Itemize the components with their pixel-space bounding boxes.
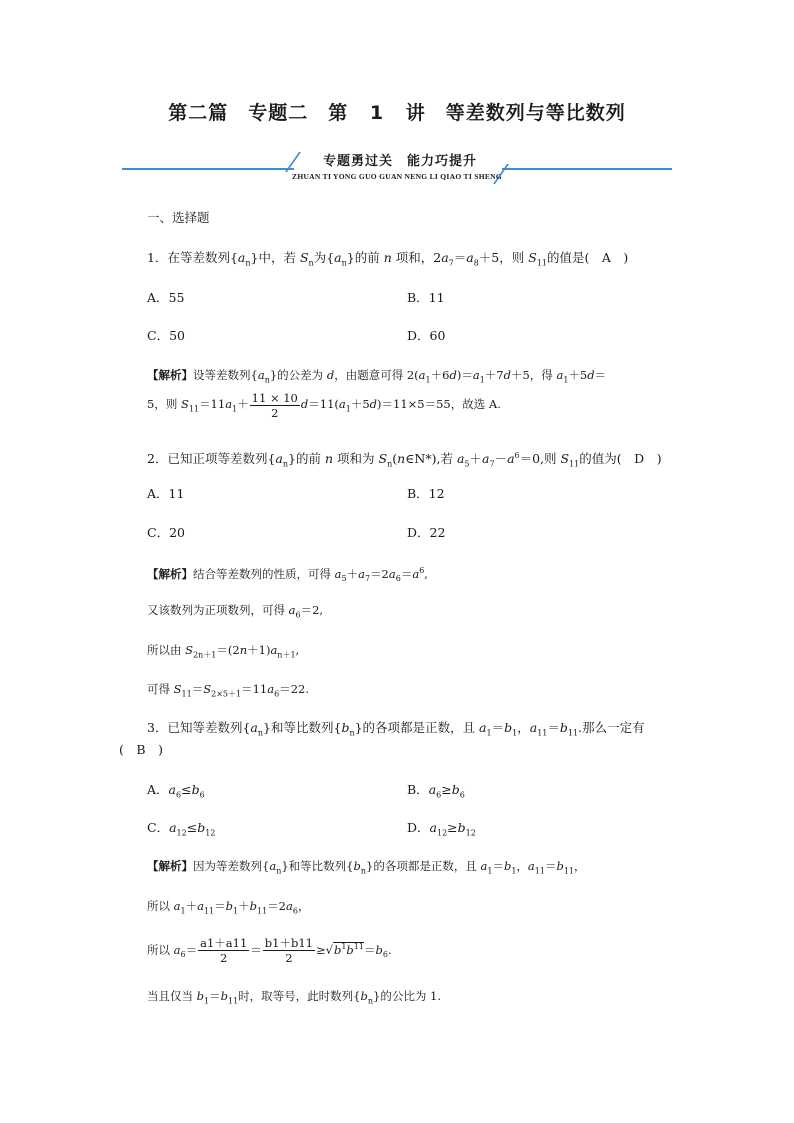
var: d <box>369 397 378 411</box>
question-1-stem <box>147 248 628 274</box>
var: a <box>288 603 296 617</box>
sub: 1 <box>479 375 485 385</box>
sub: 1 <box>233 906 239 916</box>
text: ＋5，则 <box>478 250 529 265</box>
text: }的前 <box>288 451 325 467</box>
sub: 11 <box>257 906 268 916</box>
fraction-numerator: a1＋a11 <box>200 936 248 951</box>
sub: 11 <box>534 866 545 876</box>
text: ≥ <box>315 942 326 957</box>
var: a <box>412 566 420 581</box>
sub: 11 <box>203 906 215 916</box>
text: ＝11 <box>199 397 226 411</box>
sub: 6 <box>382 950 388 960</box>
sub: 1 <box>180 906 186 916</box>
var: a <box>250 720 258 735</box>
sup: 1 <box>341 942 347 951</box>
sub: 11 <box>563 866 575 876</box>
var: a <box>480 859 488 873</box>
var: a <box>237 250 246 265</box>
var: b <box>504 720 513 735</box>
sub: 11 <box>181 689 192 699</box>
var: n <box>239 643 248 657</box>
var: n <box>324 451 334 467</box>
sup: 6 <box>514 451 520 460</box>
sqrt-radicand <box>333 942 364 957</box>
fraction-b <box>263 936 315 965</box>
text: D． <box>407 820 430 835</box>
text: ，由题意可得 2( <box>334 368 419 382</box>
sub: 11 <box>188 404 200 414</box>
q1-option-d: D．60 <box>407 328 446 343</box>
var: a <box>482 451 490 467</box>
var: n <box>397 451 406 467</box>
var: a <box>358 566 365 581</box>
var: a <box>472 368 480 382</box>
q3-analysis-line-4 <box>147 986 441 1011</box>
text: ≥ <box>447 820 458 835</box>
text: }的各项都是正数，且 <box>366 859 481 873</box>
var: b <box>559 720 568 735</box>
fraction-numerator: b1＋b11 <box>264 936 313 951</box>
var: a <box>275 451 283 467</box>
text: ＋ <box>469 451 482 467</box>
var: b <box>191 782 200 797</box>
var: a <box>173 899 181 913</box>
sub: n <box>360 866 367 876</box>
text: ＝ <box>594 368 607 382</box>
var: d <box>300 397 309 411</box>
var: b <box>225 899 234 913</box>
var: a <box>429 820 437 835</box>
var: a <box>269 859 277 873</box>
q2-analysis-line-1: 【解析】结合等差数列的性质，可得 $a_5+a_7=2a_6=a^6$, <box>147 566 428 584</box>
var: d <box>326 368 335 382</box>
sub: 8 <box>473 258 479 268</box>
var: a <box>334 566 342 581</box>
text: ＝ <box>250 942 262 957</box>
text: ＋1) <box>247 643 271 657</box>
text: ＋ <box>346 566 359 581</box>
var: a <box>466 250 474 265</box>
var: b <box>341 720 350 735</box>
text: )＝11×5＝55，故选 A. <box>377 397 501 411</box>
text: 为{ <box>313 250 335 265</box>
banner-right-line <box>502 168 672 170</box>
text: 因为等差数列{ <box>193 859 270 873</box>
question-2-stem <box>147 446 662 475</box>
var: a <box>507 451 515 467</box>
sub: n <box>349 728 355 738</box>
section-heading: 一、选择题 <box>147 210 210 225</box>
sub: n <box>257 728 264 738</box>
sub: 11 <box>536 258 547 268</box>
text: ) <box>644 451 662 467</box>
text: ＝ <box>491 720 505 735</box>
text: ＋ <box>238 899 250 913</box>
sub: 6 <box>292 906 298 916</box>
var: a <box>168 782 176 797</box>
text: }的公比为 1. <box>373 989 441 1003</box>
text: A． <box>147 782 169 797</box>
answer: A <box>601 250 611 265</box>
text: )＝ <box>456 368 473 382</box>
answer: D <box>634 451 645 467</box>
text: ∈N*),若 <box>405 451 457 467</box>
var: a <box>334 250 342 265</box>
sub: 1 <box>487 866 493 876</box>
text: ， <box>574 859 586 873</box>
text: ＝11( <box>308 397 339 411</box>
var: a <box>527 859 535 873</box>
sub: 1 <box>511 866 517 876</box>
var: a <box>529 720 538 735</box>
var: b <box>220 989 228 1003</box>
q2-analysis-line-2 <box>147 600 323 625</box>
text: ＝ <box>544 859 557 873</box>
fraction-denominator: 2 <box>285 951 293 966</box>
var: b <box>353 859 361 873</box>
text: 已知等差数列{ <box>167 720 251 735</box>
sub: 2×5＋1 <box>211 689 242 699</box>
text: ≤ <box>186 820 198 835</box>
var: n <box>383 250 392 265</box>
sub: n＋1 <box>277 650 296 660</box>
q3-option-b <box>407 780 465 806</box>
q3-option-c <box>147 818 215 844</box>
text: ( <box>392 451 398 467</box>
sub: n <box>276 866 282 876</box>
sub: 6 <box>436 790 442 800</box>
analysis-label: 【解析】 <box>147 859 193 873</box>
sub: 6 <box>295 610 301 620</box>
text: 5，则 <box>147 397 181 411</box>
var: S <box>203 682 212 696</box>
text: 设等差数列{ <box>193 368 258 382</box>
var: d <box>587 368 595 382</box>
var: S <box>173 682 182 696</box>
sub: n <box>264 375 270 385</box>
q3-analysis-line-3: 所以 $a_6=$ $\frac{a1+a11}{2}$ ＝ $\frac{b1+b11}{2}$ $\ge√b^1b^{11}=b_6$. <box>147 936 392 966</box>
answer: B <box>136 742 146 757</box>
text: }的前 <box>346 250 384 265</box>
text: ＝ <box>453 250 467 265</box>
var: b <box>457 820 466 835</box>
text: ＝ <box>400 566 413 581</box>
text: ＝2 <box>370 566 389 581</box>
text: ＋5 <box>568 368 588 382</box>
text: ＋5 <box>350 397 370 411</box>
analysis-label: 【解析】 <box>147 566 193 581</box>
banner-left-line <box>122 168 294 170</box>
sub: 1 <box>486 728 492 738</box>
sub: 6 <box>175 790 182 800</box>
var: a <box>257 368 265 382</box>
var: a <box>197 899 204 913</box>
q2-analysis-line-3: 所以由 $S_{2n+1}=(2n+1)a_{n+1}$, <box>147 643 300 660</box>
sub: 7 <box>364 574 371 584</box>
sub: 12 <box>465 828 476 838</box>
question-number: 2． <box>147 451 168 467</box>
q3-option-a <box>147 780 205 806</box>
banner-title: 专题勇过关 能力巧提升 <box>322 154 477 169</box>
banner-pinyin: ZHUAN TI YONG GUO GUAN NENG LI QIAO TI SHENG <box>292 172 502 181</box>
sub: 11 <box>567 728 579 738</box>
var: a <box>479 720 487 735</box>
text: 的值为( <box>579 451 635 467</box>
text: 所以由 <box>147 643 186 657</box>
question-number: 3． <box>147 720 168 735</box>
text: ) <box>610 250 629 265</box>
text: .那么一定有 <box>578 720 645 735</box>
sub: 1 <box>204 996 210 1006</box>
sub: 6 <box>180 950 186 960</box>
sub: n <box>367 996 374 1006</box>
var: a <box>169 820 177 835</box>
q3-option-d <box>407 818 476 844</box>
sub: 5 <box>464 459 470 469</box>
text: ＝ <box>547 720 560 735</box>
var: b <box>196 989 205 1003</box>
var: a <box>428 782 437 797</box>
sub: 6 <box>395 574 401 584</box>
q2-option-a: A．11 <box>147 486 185 501</box>
text: ＋7 <box>484 368 504 382</box>
var: b <box>333 942 342 957</box>
text: ＝ <box>185 942 198 957</box>
var: a <box>556 368 564 382</box>
q1-option-a: A．55 <box>147 290 185 305</box>
q2-option-d: D．22 <box>407 525 446 540</box>
text: }的公差为 <box>269 368 327 382</box>
var: d <box>449 368 457 382</box>
sub: 11 <box>228 996 239 1006</box>
text: }的各项都是正数，且 <box>354 720 480 735</box>
text: ＝ <box>492 859 504 873</box>
var: a <box>267 682 275 696</box>
var: b <box>375 942 383 957</box>
sup: 6 <box>419 566 425 575</box>
text: 结合等差数列的性质，可得 <box>193 566 335 581</box>
text: ＋5，得 <box>510 368 557 382</box>
text: ， <box>517 720 530 735</box>
sub: 1 <box>512 728 518 738</box>
text: 项和，2 <box>391 250 442 265</box>
sub: 6 <box>199 790 205 800</box>
section-banner <box>122 148 672 188</box>
var: a <box>225 397 233 411</box>
sub: 1 <box>345 404 351 414</box>
sub: 2n＋1 <box>193 650 217 660</box>
text: ≥ <box>441 782 452 797</box>
text: 时，取等号，此时数列{ <box>238 989 361 1003</box>
text: ＝(2 <box>216 643 240 657</box>
q3-analysis-line-1 <box>147 856 586 881</box>
question-3-stem <box>147 718 645 744</box>
fraction-denominator: 2 <box>271 405 279 420</box>
var: S <box>180 397 189 411</box>
var: a <box>286 899 293 913</box>
text: 当且仅当 <box>147 989 197 1003</box>
text: C． <box>147 820 170 835</box>
text: ＝11 <box>241 682 268 696</box>
q3-analysis-line-2 <box>147 896 309 921</box>
text: B． <box>407 782 429 797</box>
fraction <box>250 391 300 420</box>
sub: 1 <box>425 375 431 385</box>
sub: n <box>387 459 393 469</box>
text: 所以 <box>147 942 174 957</box>
text: ＝ <box>214 899 226 913</box>
text: 项和为 <box>333 451 379 467</box>
text: 又该数列为正项数列，可得 <box>147 603 289 617</box>
sqrt-sign: √ <box>325 942 333 957</box>
text: ＝2, <box>300 603 324 617</box>
var: S <box>528 250 537 265</box>
fraction-denominator: 2 <box>220 951 228 966</box>
page-title: 第二篇 专题二 第 1 讲 等差数列与等比数列 <box>168 102 626 124</box>
text: ( <box>119 742 137 757</box>
text: ＝ <box>363 942 376 957</box>
text: ， <box>516 859 528 873</box>
text: ＝2 <box>267 899 287 913</box>
q1-option-b: B．11 <box>407 290 445 305</box>
text: ， <box>297 899 310 913</box>
var: a <box>441 250 449 265</box>
var: b <box>249 899 257 913</box>
text: － <box>494 451 508 467</box>
sub: 6 <box>459 790 465 800</box>
text: }和等比数列{ <box>281 859 354 873</box>
sub: 1 <box>563 375 569 385</box>
sub: 11 <box>537 728 548 738</box>
text: ＋ <box>237 397 249 411</box>
var: d <box>503 368 511 382</box>
sub: 12 <box>176 828 187 838</box>
q2-analysis-line-4 <box>147 679 309 704</box>
var: S <box>560 451 570 467</box>
fraction-a <box>198 936 249 965</box>
sub: 5 <box>341 574 347 584</box>
q1-analysis-line-2 <box>147 390 501 423</box>
var: a <box>388 566 396 581</box>
text: ＝ <box>191 682 204 696</box>
var: a <box>173 942 181 957</box>
var: a <box>456 451 465 467</box>
text: 可得 <box>147 682 174 696</box>
var: b <box>346 942 354 957</box>
text: ＝0,则 <box>519 451 561 467</box>
var: a <box>270 643 278 657</box>
text: 已知正项等差数列{ <box>167 451 276 467</box>
fraction-numerator: 11 × 10 <box>251 390 298 405</box>
text: ＋6 <box>430 368 450 382</box>
sub: n <box>245 258 251 268</box>
q2-option-b: B．12 <box>407 486 445 501</box>
var: b <box>197 820 206 835</box>
text: }和等比数列{ <box>263 720 342 735</box>
analysis-label: 【解析】 <box>147 368 193 382</box>
question-3-answer-line <box>119 740 163 760</box>
text: 所以 <box>147 899 174 913</box>
var: S <box>378 451 388 467</box>
sub: 11 <box>569 459 580 469</box>
var: S <box>185 643 194 657</box>
sub: 7 <box>489 459 495 469</box>
var: a <box>418 368 426 382</box>
text: 在等差数列{ <box>167 250 238 265</box>
text: ＝ <box>209 989 221 1003</box>
sub: 6 <box>274 689 280 699</box>
var: a <box>338 397 346 411</box>
q1-option-c: C．50 <box>147 328 185 343</box>
sub: 12 <box>436 828 448 838</box>
text: ＋ <box>185 899 198 913</box>
sub: 12 <box>205 828 216 838</box>
text: }中，若 <box>250 250 300 265</box>
sub: 1 <box>232 404 238 414</box>
var: b <box>503 859 512 873</box>
var: b <box>360 989 368 1003</box>
sup: 11 <box>353 942 364 951</box>
q1-analysis-line-1 <box>147 365 606 390</box>
sub: n <box>282 459 289 469</box>
text: ＝22. <box>279 682 309 696</box>
question-number: 1． <box>147 250 168 265</box>
text: ) <box>145 742 163 757</box>
sub: n <box>308 258 314 268</box>
q2-option-c: C．20 <box>147 525 185 540</box>
var: b <box>556 859 564 873</box>
var: b <box>451 782 460 797</box>
text: 的值是( <box>547 250 602 265</box>
var: S <box>299 250 309 265</box>
text: ≤ <box>181 782 192 797</box>
sub: 7 <box>448 258 454 268</box>
sub: n <box>341 258 347 268</box>
